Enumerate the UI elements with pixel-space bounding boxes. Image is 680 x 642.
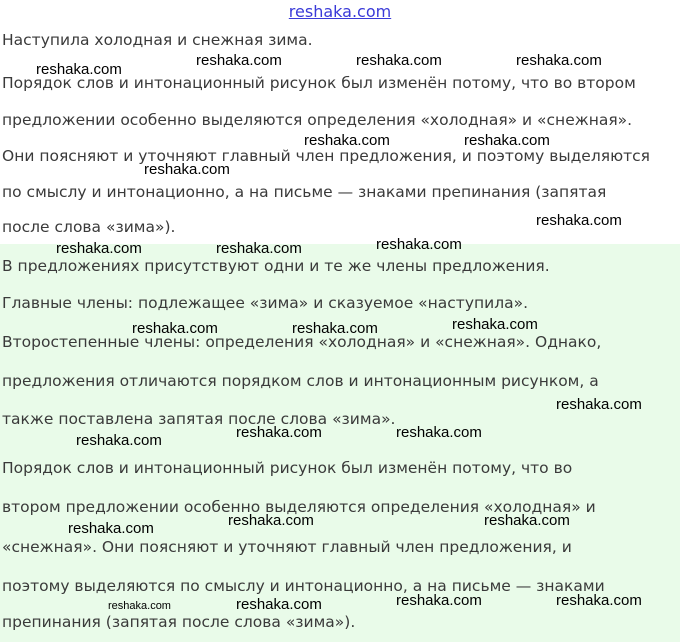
explanation-line: Они поясняют и уточняют главный член предложения, и поэтому выделяются	[2, 147, 650, 165]
answer-sentence: Наступила холодная и снежная зима.	[2, 31, 313, 49]
watermark: reshaka.com	[76, 432, 162, 449]
watermark: reshaka.com	[376, 236, 462, 253]
watermark: reshaka.com	[484, 512, 570, 529]
watermark: reshaka.com	[292, 320, 378, 337]
watermark: reshaka.com	[452, 316, 538, 333]
watermark: reshaka.com	[556, 592, 642, 609]
site-logo-link[interactable]: reshaka.com	[288, 2, 392, 21]
watermark: reshaka.com	[108, 600, 171, 612]
watermark: reshaka.com	[132, 320, 218, 337]
watermark: reshaka.com	[56, 240, 142, 257]
watermark: reshaka.com	[356, 52, 442, 69]
comparison-line: препинания (запятая после слова «зима»).	[2, 613, 356, 631]
watermark: reshaka.com	[536, 212, 622, 229]
comparison-line: В предложениях присутствуют одни и те же члены предложения.	[2, 257, 550, 275]
watermark: reshaka.com	[304, 132, 390, 149]
watermark: reshaka.com	[36, 61, 122, 78]
watermark: reshaka.com	[228, 512, 314, 529]
watermark: reshaka.com	[144, 161, 230, 178]
comparison-line: Порядок слов и интонационный рисунок был изменён потому, что во	[2, 459, 573, 477]
watermark: reshaka.com	[68, 520, 154, 537]
watermark: reshaka.com	[196, 52, 282, 69]
comparison-line: Главные члены: подлежащее «зима» и сказуемое «наступила».	[2, 294, 529, 312]
watermark: reshaka.com	[464, 132, 550, 149]
comparison-line: поэтому выделяются по смыслу и интонационно, а на письме — знаками	[2, 577, 605, 595]
comparison-line: Второстепенные члены: определения «холодная» и «снежная». Однако,	[2, 333, 602, 351]
explanation-line: предложении особенно выделяются определения «холодная» и «снежная».	[2, 111, 633, 129]
explanation-line: Порядок слов и интонационный рисунок был изменён потому, что во втором	[2, 74, 636, 92]
watermark: reshaka.com	[236, 596, 322, 613]
comparison-line: «снежная». Они поясняют и уточняют главный член предложения, и	[2, 538, 572, 556]
comparison-line: также поставлена запятая после слова «зима».	[2, 410, 396, 428]
comparison-line: предложения отличаются порядком слов и интонационным рисунком, а	[2, 372, 599, 390]
watermark: reshaka.com	[516, 52, 602, 69]
watermark: reshaka.com	[396, 592, 482, 609]
comparison-line: втором предложении особенно выделяются определения «холодная» и	[2, 498, 596, 516]
watermark: reshaka.com	[216, 240, 302, 257]
watermark: reshaka.com	[556, 396, 642, 413]
explanation-line: по смыслу и интонационно, а на письме — знаками препинания (запятая	[2, 183, 607, 201]
watermark: reshaka.com	[236, 424, 322, 441]
explanation-line: после слова «зима»).	[2, 218, 176, 236]
watermark: reshaka.com	[396, 424, 482, 441]
